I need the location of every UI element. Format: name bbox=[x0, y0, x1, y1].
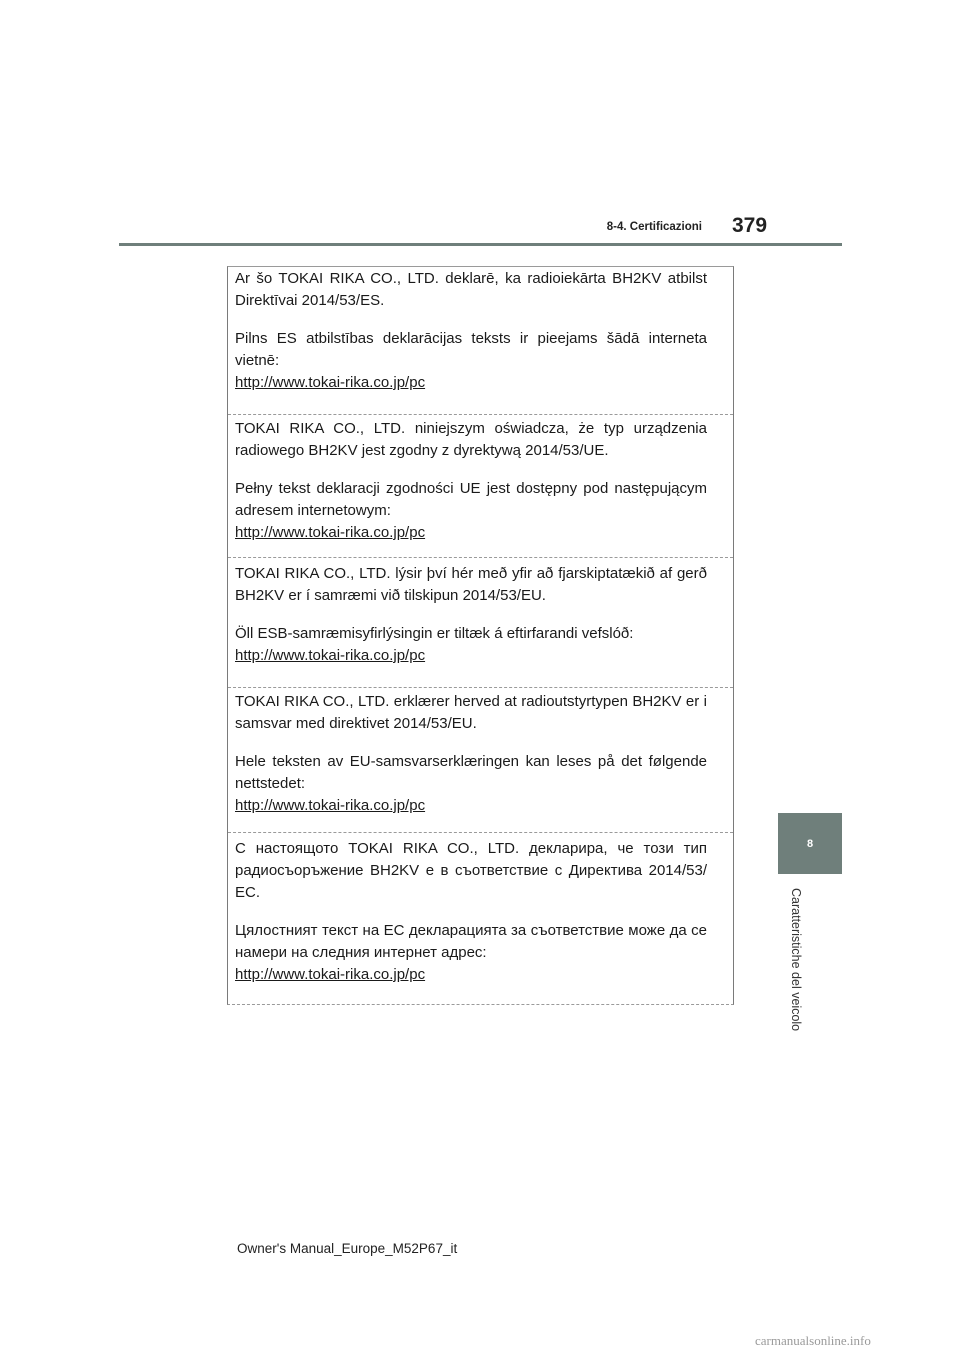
chapter-number: 8 bbox=[806, 837, 814, 850]
declaration-statement: TOKAI RIKA CO., LTD. niniejszym oświadcza, że typ urządzenia radiowego BH2KV jest zgodny z dyrektywą 2014/53/UE. bbox=[235, 420, 707, 459]
declaration-norwegian bbox=[228, 691, 733, 817]
page-number: 379 bbox=[732, 214, 768, 237]
declaration-icelandic bbox=[228, 563, 733, 667]
declaration-statement: TOKAI RIKA CO., LTD. erklærer herved at radioutstyrtypen BH2KV er i samsvar med direktivet 2014/53/EU. bbox=[235, 693, 707, 732]
declaration-bulgarian bbox=[228, 838, 733, 986]
footer-manual-id: Owner's Manual_Europe_M52P67_it bbox=[237, 1241, 458, 1256]
header-divider bbox=[119, 243, 842, 246]
chapter-tab[interactable] bbox=[778, 813, 842, 874]
declaration-divider bbox=[228, 557, 733, 558]
declaration-link[interactable]: http://www.tokai-rika.co.jp/pc bbox=[235, 374, 426, 391]
chapter-side-label: Caratteristiche del veicolo bbox=[789, 888, 803, 1032]
declaration-info: Pilns ES atbilstības deklarācijas teksts ir pieejams šādā interneta vietnē: bbox=[235, 330, 707, 369]
section-title: 8-4. Certificazioni bbox=[606, 221, 702, 233]
declaration-info: Öll ESB-samræmisyfirlýsingin er tiltæk á eftirfarandi vefslóð: bbox=[235, 625, 634, 642]
declaration-link[interactable]: http://www.tokai-rika.co.jp/pc bbox=[235, 647, 426, 664]
declaration-link[interactable]: http://www.tokai-rika.co.jp/pc bbox=[235, 524, 426, 541]
declaration-info: Pełny tekst deklaracji zgodności UE jest dostępny pod następującym adresem internetowym: bbox=[235, 480, 707, 519]
declaration-statement: TOKAI RIKA CO., LTD. lýsir því hér með yfir að fjarskiptatækið af gerð BH2KV er í samræmi við tilskipun 2014/53/EU. bbox=[235, 565, 707, 604]
declaration-divider bbox=[228, 832, 733, 833]
declarations-box bbox=[227, 266, 734, 1005]
declaration-statement: С настоящото TOKAI RIKA CO., LTD. декларира, че този тип радиосъоръжение BH2KV е в съответствие с Директива 2014/53/ЕС. bbox=[235, 840, 707, 901]
declaration-statement: Ar šo TOKAI RIKA CO., LTD. deklarē, ka radioiekārta BH2KV atbilst Direktīvai 2014/53/ES. bbox=[235, 270, 707, 309]
declaration-latvian bbox=[228, 268, 733, 394]
watermark: carmanualsonline.info bbox=[755, 1333, 871, 1348]
declaration-polish bbox=[228, 418, 733, 544]
declaration-divider bbox=[228, 687, 733, 688]
declaration-info: Hele teksten av EU-samsvarserklæringen kan leses på det følgende nettstedet: bbox=[235, 753, 707, 792]
declaration-divider bbox=[228, 414, 733, 415]
declaration-info: Цялостният текст на ЕС декларацията за съответствие може да се намери на следния интернет адрес: bbox=[235, 922, 707, 961]
declaration-link[interactable]: http://www.tokai-rika.co.jp/pc bbox=[235, 797, 426, 814]
declaration-link[interactable]: http://www.tokai-rika.co.jp/pc bbox=[235, 966, 426, 983]
